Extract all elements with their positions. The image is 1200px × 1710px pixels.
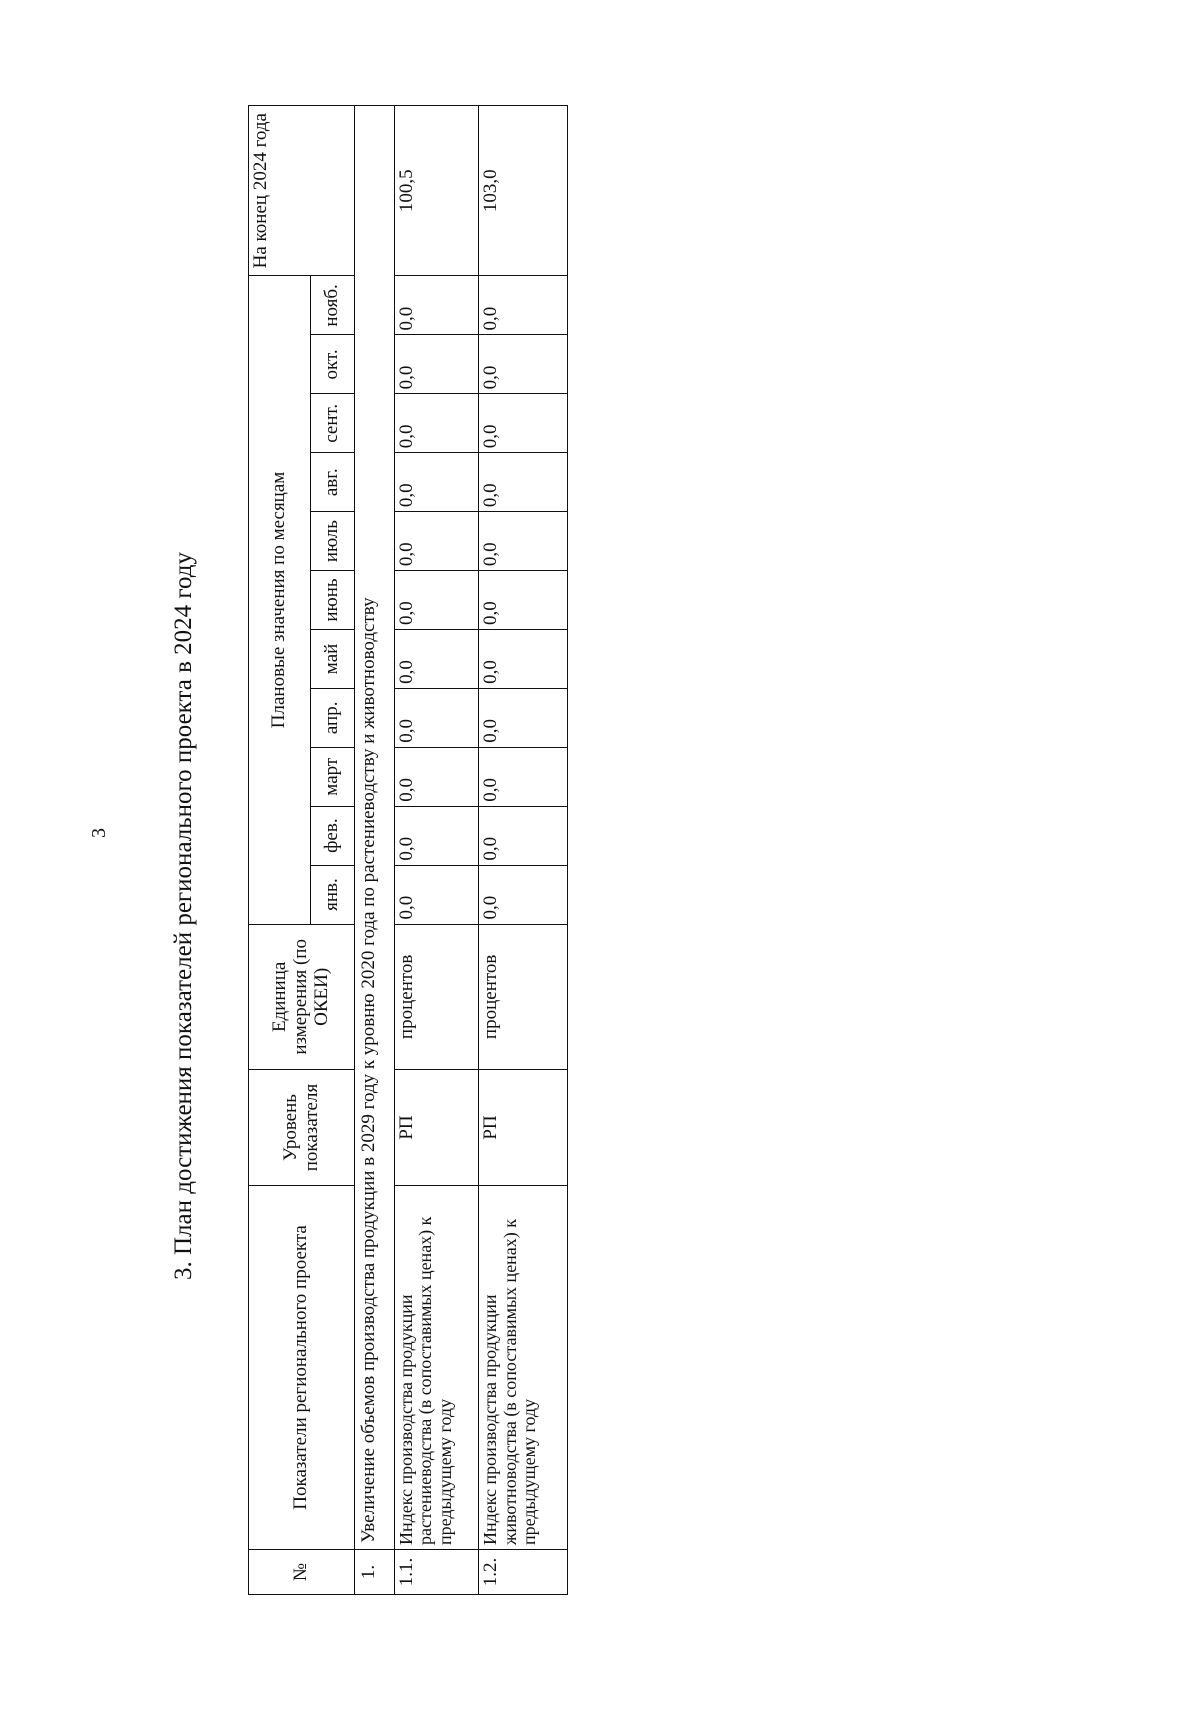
row-value: 0,0 — [479, 512, 568, 571]
row-value: 0,0 — [394, 806, 478, 865]
header-monthly: Плановые значения по месяцам — [249, 276, 311, 924]
table-container — [248, 105, 568, 1595]
indicators-table — [248, 105, 568, 1595]
page-number: 3 — [88, 828, 110, 838]
month-header: июнь — [311, 571, 355, 630]
row-end-of-year: 103,0 — [479, 106, 568, 276]
header-indicator: Показатели регионального проекта — [249, 1185, 355, 1549]
row-value: 0,0 — [479, 688, 568, 747]
row-value: 0,0 — [394, 688, 478, 747]
row-unit: процентов — [394, 924, 478, 1070]
month-header: сент. — [311, 394, 355, 453]
header-num: № — [249, 1550, 355, 1595]
row-value: 0,0 — [479, 571, 568, 630]
row-value: 0,0 — [479, 394, 568, 453]
table-row — [479, 106, 568, 1595]
row-value: 0,0 — [394, 512, 478, 571]
header-level: Уровень показателя — [249, 1070, 355, 1186]
row-value: 0,0 — [394, 865, 478, 924]
month-header: март — [311, 747, 355, 806]
row-value: 0,0 — [394, 571, 478, 630]
row-value: 0,0 — [479, 747, 568, 806]
month-header: янв. — [311, 865, 355, 924]
table-row — [394, 106, 478, 1595]
row-unit: процентов — [479, 924, 568, 1070]
header-end-of-year: На конец 2024 года — [249, 106, 355, 276]
month-header: фев. — [311, 806, 355, 865]
section-num: 1. — [355, 1550, 395, 1595]
month-header: авг. — [311, 453, 355, 512]
row-value: 0,0 — [394, 453, 478, 512]
row-value: 0,0 — [479, 806, 568, 865]
row-value: 0,0 — [479, 629, 568, 688]
row-value: 0,0 — [394, 335, 478, 394]
row-value: 0,0 — [479, 453, 568, 512]
row-value: 0,0 — [394, 394, 478, 453]
section-row — [355, 106, 395, 1595]
month-header: июль — [311, 512, 355, 571]
month-header: окт. — [311, 335, 355, 394]
month-header: май — [311, 629, 355, 688]
row-indicator: Индекс производства продукции растениеводства (в сопоставимых ценах) к предыдущему году — [394, 1185, 478, 1549]
row-value: 0,0 — [479, 335, 568, 394]
month-header: апр. — [311, 688, 355, 747]
row-value: 0,0 — [394, 747, 478, 806]
row-num: 1.2. — [479, 1550, 568, 1595]
row-value: 0,0 — [394, 276, 478, 335]
header-unit: Единица измерения (по ОКЕИ) — [249, 924, 355, 1070]
row-value: 0,0 — [479, 865, 568, 924]
row-end-of-year: 100,5 — [394, 106, 478, 276]
row-value: 0,0 — [394, 629, 478, 688]
document-title: 3. План достижения показателей регионального проекта в 2024 году — [170, 551, 197, 1280]
row-level: РП — [479, 1070, 568, 1186]
month-header: нояб. — [311, 276, 355, 335]
row-value: 0,0 — [479, 276, 568, 335]
section-text: Увеличение объемов производства продукции в 2029 году к уровню 2020 года по растениеводству и животноводству — [355, 106, 395, 1550]
row-indicator: Индекс производства продукции животноводства (в сопоставимых ценах) к предыдущему году — [479, 1185, 568, 1549]
row-level: РП — [394, 1070, 478, 1186]
row-num: 1.1. — [394, 1550, 478, 1595]
